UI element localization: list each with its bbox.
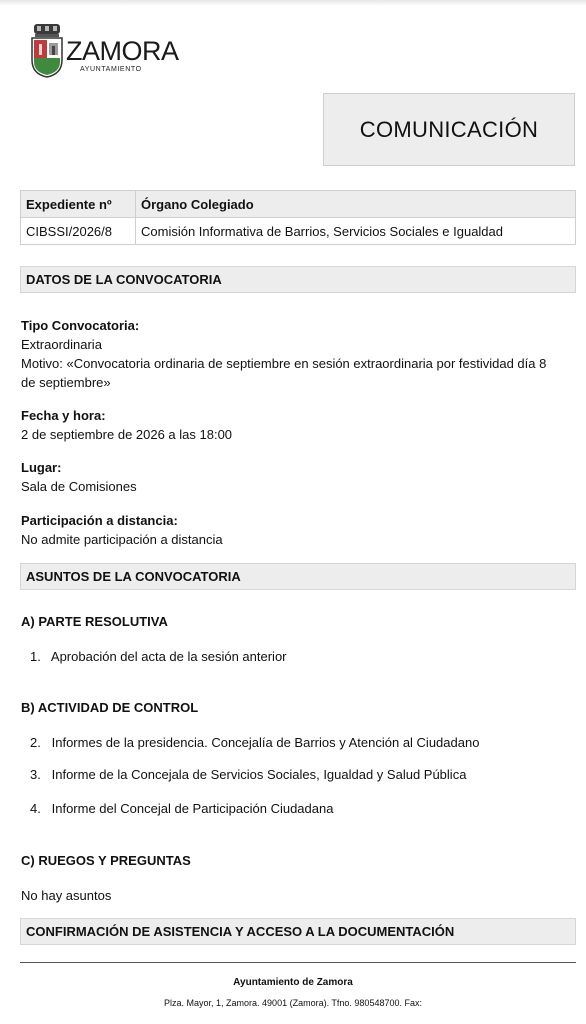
- list-item: [30, 801, 333, 816]
- item-text: Informe de la Concejala de Servicios Sociales, Igualdad y Salud Pública: [51, 767, 467, 782]
- logo-wordmark: ZAMORA: [66, 36, 179, 66]
- parte-resolutiva-title: A) PARTE RESOLUTIVA: [21, 614, 168, 629]
- fecha-block: [21, 406, 577, 444]
- footer-address: Plza. Mayor, 1, Zamora. 49001 (Zamora). Tfno. 980548700. Fax:: [164, 998, 422, 1008]
- coat-of-arms-icon: [30, 22, 64, 78]
- document-type-title: COMUNICACIÓN: [359, 116, 539, 142]
- actividad-control-title: B) ACTIVIDAD DE CONTROL: [21, 700, 199, 715]
- asuntos-section-title: ASUNTOS DE LA CONVOCATORIA: [26, 569, 241, 584]
- item-number: 3.: [30, 767, 41, 782]
- confirmacion-section-title: CONFIRMACIÓN DE ASISTENCIA Y ACCESO A LA DOCUMENTACIÓN: [26, 924, 455, 939]
- participacion-value: No admite participación a distancia: [21, 532, 223, 547]
- expediente-header: Expediente nº: [21, 191, 136, 218]
- tipo-block: [21, 316, 577, 392]
- organo-header: Órgano Colegiado: [136, 191, 576, 218]
- tipo-value: Extraordinaria: [21, 337, 102, 352]
- list-item: [30, 649, 287, 664]
- lugar-block: [21, 458, 577, 496]
- participacion-label: Participación a distancia:: [21, 513, 178, 528]
- table-row: [21, 218, 576, 245]
- zamora-logo: [30, 22, 190, 80]
- document-type-box: [323, 93, 575, 166]
- item-number: 1.: [30, 649, 41, 664]
- asuntos-section-header: [20, 563, 576, 590]
- lugar-label: Lugar:: [21, 460, 62, 475]
- item-number: 4.: [30, 801, 41, 816]
- logo-subtitle: AYUNTAMIENTO: [80, 66, 142, 73]
- datos-section-header: [20, 266, 576, 293]
- footer-org-name: Ayuntamiento de Zamora: [233, 977, 353, 988]
- motivo-line-2: de septiembre»: [21, 375, 111, 390]
- organo-value: Comisión Informativa de Barrios, Servicios Sociales e Igualdad: [136, 218, 576, 245]
- table-header-row: [21, 191, 576, 218]
- list-item: [30, 735, 479, 750]
- item-text: Informes de la presidencia. Concejalía de Barrios y Atención al Ciudadano: [51, 735, 480, 750]
- expediente-table: [20, 190, 576, 245]
- expediente-value: CIBSSI/2026/8: [21, 218, 136, 245]
- tipo-label: Tipo Convocatoria:: [21, 318, 140, 333]
- item-number: 2.: [30, 735, 41, 750]
- lugar-value: Sala de Comisiones: [21, 479, 137, 494]
- datos-section-title: DATOS DE LA CONVOCATORIA: [26, 272, 222, 287]
- confirmacion-section-header: [20, 918, 576, 945]
- fecha-value: 2 de septiembre de 2026 a las 18:00: [21, 427, 233, 442]
- top-shadow: [0, 0, 586, 6]
- footer-divider: [20, 962, 576, 963]
- motivo-line-1: Motivo: «Convocatoria ordinaria de septiembre en sesión extraordinaria por festividad día 8: [21, 356, 547, 371]
- ruegos-preguntas-title: C) RUEGOS Y PREGUNTAS: [21, 853, 191, 868]
- list-item: [30, 767, 466, 782]
- item-text: Informe del Concejal de Participación Ciudadana: [51, 801, 334, 816]
- item-text: Aprobación del acta de la sesión anterior: [50, 649, 287, 664]
- participacion-block: [21, 511, 577, 549]
- fecha-label: Fecha y hora:: [21, 408, 106, 423]
- ruegos-text: No hay asuntos: [21, 888, 112, 903]
